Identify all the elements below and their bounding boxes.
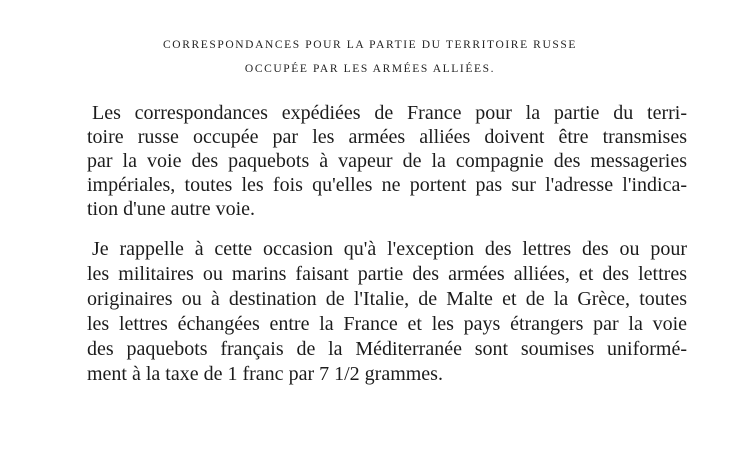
paragraph-1-line: par la voie des paquebots à vapeur de la compagnie des messageries — [87, 150, 687, 172]
paragraph-1-line: toire russe occupée par les armées alliées doivent être transmises — [87, 126, 687, 148]
paragraph-1-line: tion d'une autre voie. — [87, 198, 255, 220]
paragraph-2-line: des paquebots français de la Méditerranée sont soumises uniformé- — [87, 338, 687, 360]
section-heading-line-1: CORRESPONDANCES POUR LA PARTIE DU TERRITOIRE RUSSE — [163, 39, 577, 51]
paragraph-2-line: Je rappelle à cette occasion qu'à l'exception des lettres des ou pour — [92, 238, 687, 260]
paragraph-2-line: les militaires ou marins faisant partie des armées alliées, et des lettres — [87, 263, 687, 285]
paragraph-2-line: originaires ou à destination de l'Italie, de Malte et de la Grèce, toutes — [87, 288, 687, 310]
paragraph-2-line: ment à la taxe de 1 franc par 7 1/2 grammes. — [87, 363, 443, 385]
paragraph-1-line: Les correspondances expédiées de France pour la partie du terri- — [92, 102, 687, 124]
paragraph-1-line: impériales, toutes les fois qu'elles ne portent pas sur l'adresse l'indica- — [87, 174, 687, 196]
paragraph-2-line: les lettres échangées entre la France et les pays étrangers par la voie — [87, 313, 687, 335]
section-heading-line-2: OCCUPÉE PAR LES ARMÉES ALLIÉES. — [244, 63, 496, 75]
